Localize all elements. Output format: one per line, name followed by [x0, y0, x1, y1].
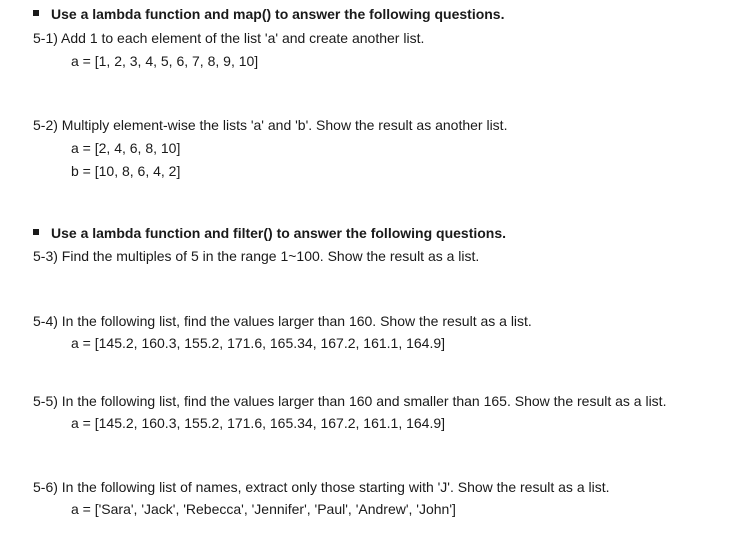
question-5-1: 5-1) Add 1 to each element of the list 'a' and create another list. [33, 30, 425, 46]
question-5-2: 5-2) Multiply element-wise the lists 'a' and 'b'. Show the result as another list. [33, 117, 508, 133]
bullet-icon [33, 10, 39, 16]
code-5-4-a: a = [145.2, 160.3, 155.2, 171.6, 165.34, 167.2, 161.1, 164.9] [71, 335, 446, 351]
bullet-icon [33, 229, 39, 235]
question-5-3: 5-3) Find the multiples of 5 in the range 1~100. Show the result as a list. [33, 248, 480, 264]
code-5-1-a: a = [1, 2, 3, 4, 5, 6, 7, 8, 9, 10] [71, 53, 259, 69]
section-heading-filter [33, 224, 506, 242]
section-heading-filter-text: Use a lambda function and filter() to answer the following questions. [51, 225, 507, 241]
code-5-6-a: a = ['Sara', 'Jack', 'Rebecca', 'Jennifer', 'Paul', 'Andrew', 'John'] [71, 501, 456, 517]
code-5-5-a: a = [145.2, 160.3, 155.2, 171.6, 165.34, 167.2, 161.1, 164.9] [71, 415, 446, 431]
question-5-5: 5-5) In the following list, find the values larger than 160 and smaller than 165. Show the result as a list. [33, 393, 667, 409]
question-5-4: 5-4) In the following list, find the values larger than 160. Show the result as a list. [33, 313, 532, 329]
code-5-2-b: b = [10, 8, 6, 4, 2] [71, 163, 181, 179]
code-5-2-a: a = [2, 4, 6, 8, 10] [71, 140, 181, 156]
section-heading-map-text: Use a lambda function and map() to answer the following questions. [51, 6, 505, 22]
section-heading-map [33, 5, 504, 23]
question-5-6: 5-6) In the following list of names, extract only those starting with 'J'. Show the result as a list. [33, 479, 610, 495]
